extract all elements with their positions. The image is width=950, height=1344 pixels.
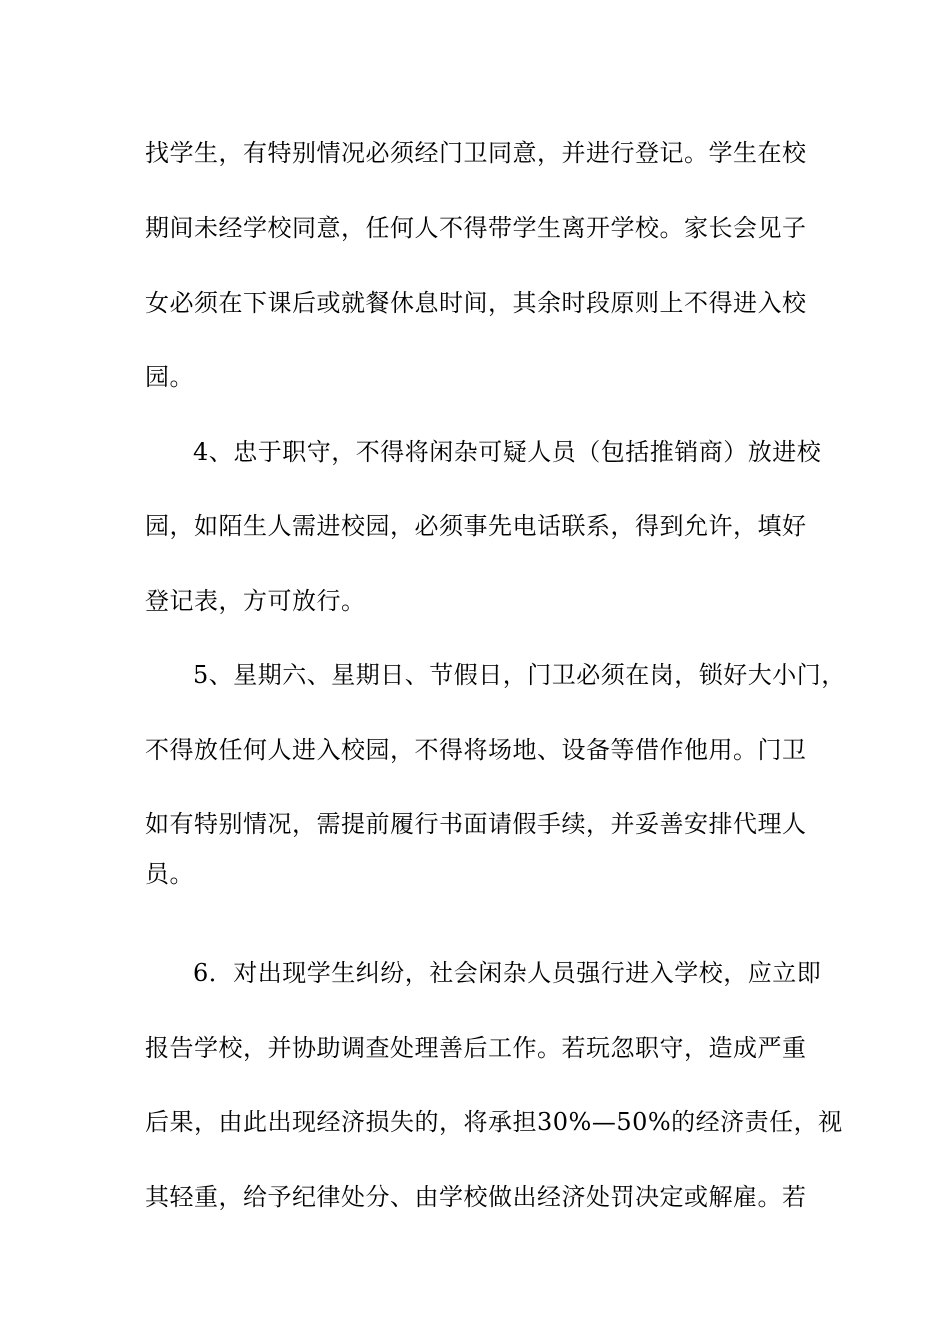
text-line: 女必须在下课后或就餐休息时间，其余时段原则上不得进入校 bbox=[145, 289, 807, 317]
text-line: 登记表，方可放行。 bbox=[145, 587, 366, 615]
text-line: 其轻重，给予纪律处分、由学校做出经济处罚决定或解雇。若 bbox=[145, 1183, 807, 1211]
text-line: 如有特别情况，需提前履行书面请假手续，并妥善安排代理人 bbox=[145, 810, 807, 838]
text-line: 员。 bbox=[145, 860, 194, 888]
text-line: 找学生，有特别情况必须经门卫同意，并进行登记。学生在校 bbox=[145, 139, 807, 167]
text-line: 园，如陌生人需进校园，必须事先电话联系，得到允许，填好 bbox=[145, 512, 807, 540]
text-line: 园。 bbox=[145, 363, 194, 391]
text-line: 报告学校，并协助调查处理善后工作。若玩忽职守，造成严重 bbox=[145, 1034, 807, 1062]
paragraph-start-line: 4、忠于职守，不得将闲杂可疑人员（包括推销商）放进校 bbox=[193, 438, 822, 466]
paragraph-start-line: 5、星期六、星期日、节假日，门卫必须在岗，锁好大小门， bbox=[193, 661, 846, 689]
paragraph-start-line: 6．对出现学生纠纷，社会闲杂人员强行进入学校，应立即 bbox=[193, 959, 822, 987]
text-line: 期间未经学校同意，任何人不得带学生离开学校。家长会见子 bbox=[145, 214, 807, 242]
text-line: 后果，由此出现经济损失的，将承担30%—50%的经济责任，视 bbox=[145, 1108, 843, 1136]
text-line: 不得放任何人进入校园，不得将场地、设备等借作他用。门卫 bbox=[145, 736, 807, 764]
